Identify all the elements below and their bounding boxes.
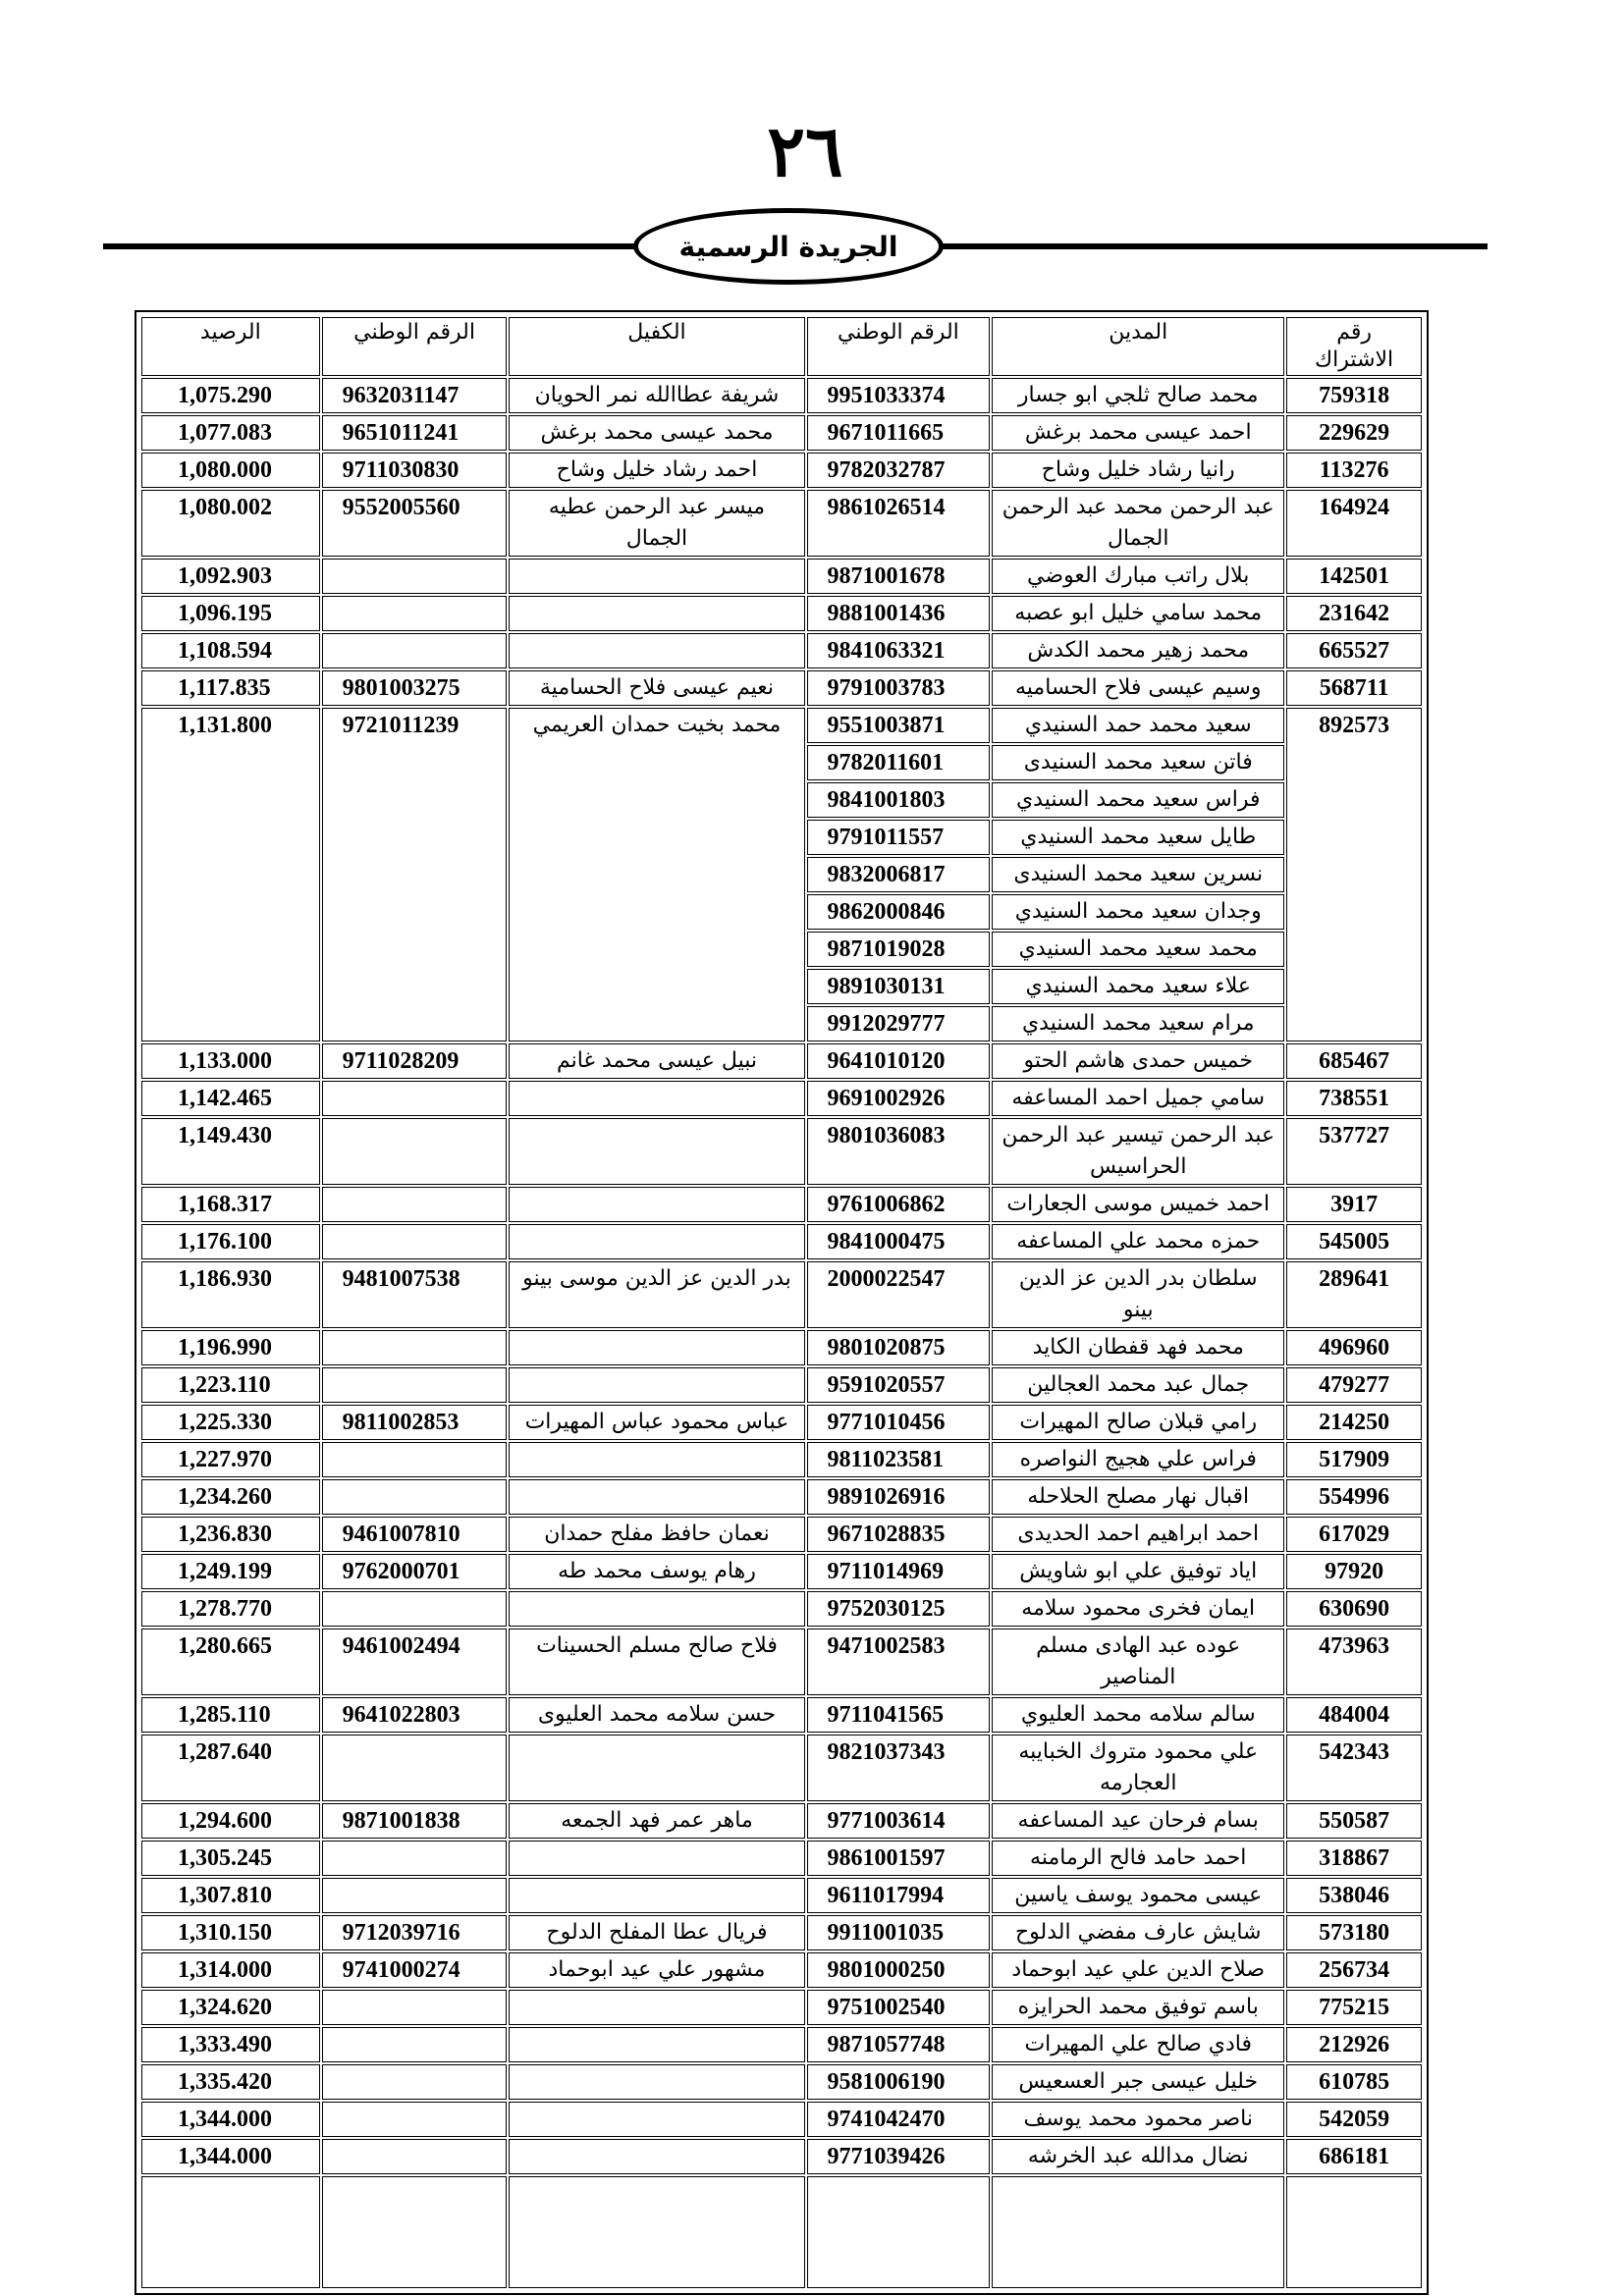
balance-cell: 1,307.810 [141, 1878, 320, 1913]
debtors-table-frame [135, 310, 1429, 2295]
guarantor-id-cell [322, 1479, 508, 1515]
guarantor-cell [509, 1479, 804, 1515]
table-row [141, 453, 1422, 488]
debtor-cell: شايش عارف مفضي الدلوح [992, 1915, 1284, 1950]
table-row [141, 1841, 1422, 1876]
guarantor-id-cell [322, 2027, 508, 2062]
guarantor-cell: ميسر عبد الرحمن عطيه الجمال [509, 490, 804, 557]
guarantor-cell [509, 1442, 804, 1477]
page-number: ٢٦ [767, 109, 843, 192]
balance-cell: 1,077.083 [141, 415, 320, 451]
debtor-id-cell: 9641010120 [807, 1043, 991, 1079]
debtor-id-cell: 9801036083 [807, 1118, 991, 1185]
guarantor-id-cell [322, 1081, 508, 1116]
debtor-id-cell: 9782032787 [807, 453, 991, 488]
table-body [141, 378, 1422, 2288]
debtor-cell: رامي قبلان صالح المهيرات [992, 1405, 1284, 1440]
debtor-id-cell: 9891030131 [807, 969, 991, 1004]
guarantor-cell [509, 2139, 804, 2174]
col-header-balance: الرصيد [141, 317, 320, 376]
subscription-cell: 517909 [1286, 1442, 1422, 1477]
guarantor-id-cell: 9641022803 [322, 1697, 508, 1733]
empty-cell [807, 2176, 991, 2288]
subscription-cell: 214250 [1286, 1405, 1422, 1440]
table-row [141, 1330, 1422, 1365]
debtor-cell: عوده عبد الهادى مسلم المناصير [992, 1629, 1284, 1695]
debtor-cell: علاء سعيد محمد السنيدي [992, 969, 1284, 1004]
debtor-cell: محمد فهد قفطان الكايد [992, 1330, 1284, 1365]
balance-cell: 1,142.465 [141, 1081, 320, 1116]
col-header-debtor: المدين [992, 317, 1284, 376]
table-row [141, 633, 1422, 668]
table-row [141, 1261, 1422, 1328]
debtor-id-cell: 9871001678 [807, 559, 991, 594]
table-row [141, 1629, 1422, 1695]
subscription-cell: 542059 [1286, 2102, 1422, 2137]
guarantor-cell [509, 2064, 804, 2100]
debtor-id-cell: 9871057748 [807, 2027, 991, 2062]
table-row [141, 1118, 1422, 1185]
debtor-cell: فادي صالح علي المهيرات [992, 2027, 1284, 2062]
debtor-id-cell: 9751002540 [807, 1990, 991, 2025]
subscription-cell: 229629 [1286, 415, 1422, 451]
subscription-cell: 542343 [1286, 1735, 1422, 1801]
subscription-cell: 775215 [1286, 1990, 1422, 2025]
table-row [141, 1878, 1422, 1913]
table-row [141, 378, 1422, 413]
subscription-cell: 610785 [1286, 2064, 1422, 2100]
guarantor-id-cell: 9801003275 [322, 670, 508, 706]
guarantor-id-cell [322, 1367, 508, 1403]
balance-cell: 1,324.620 [141, 1990, 320, 2025]
subscription-cell: 554996 [1286, 1479, 1422, 1515]
debtor-cell: احمد عيسى محمد برغش [992, 415, 1284, 451]
balance-cell: 1,294.600 [141, 1803, 320, 1839]
guarantor-cell: محمد بخيت حمدان العريمي [509, 708, 804, 1041]
subscription-cell: 113276 [1286, 453, 1422, 488]
table-row [141, 2027, 1422, 2062]
table-row [141, 1554, 1422, 1589]
balance-cell: 1,196.990 [141, 1330, 320, 1365]
debtor-cell: نسرين سعيد محمد السنيدى [992, 857, 1284, 892]
guarantor-cell [509, 2102, 804, 2137]
header-oval [633, 208, 944, 285]
table-row [141, 1367, 1422, 1403]
balance-cell: 1,186.930 [141, 1261, 320, 1328]
guarantor-id-cell [322, 1735, 508, 1801]
guarantor-id-cell: 9711030830 [322, 453, 508, 488]
debtor-id-cell: 9801000250 [807, 1952, 991, 1988]
subscription-cell: 231642 [1286, 596, 1422, 631]
subscription-cell: 617029 [1286, 1517, 1422, 1552]
debtor-id-cell: 2000022547 [807, 1261, 991, 1328]
subscription-cell: 496960 [1286, 1330, 1422, 1365]
guarantor-cell [509, 1367, 804, 1403]
table-row [141, 1224, 1422, 1259]
table-row [141, 490, 1422, 557]
table-row [141, 1990, 1422, 2025]
guarantor-cell [509, 1187, 804, 1222]
debtor-cell: حمزه محمد علي المساعفه [992, 1224, 1284, 1259]
table-row [141, 1735, 1422, 1801]
balance-cell: 1,305.245 [141, 1841, 320, 1876]
table-row [141, 1043, 1422, 1079]
guarantor-cell: فريال عطا المفلح الدلوح [509, 1915, 804, 1950]
debtor-id-cell: 9801020875 [807, 1330, 991, 1365]
guarantor-id-cell [322, 1224, 508, 1259]
subscription-cell: 686181 [1286, 2139, 1422, 2174]
subscription-cell: 164924 [1286, 490, 1422, 557]
debtor-cell: وسيم عيسى فلاح الحساميه [992, 670, 1284, 706]
balance-cell: 1,223.110 [141, 1367, 320, 1403]
debtor-id-cell: 9832006817 [807, 857, 991, 892]
debtor-id-cell: 9791011557 [807, 820, 991, 855]
debtor-id-cell: 9711014969 [807, 1554, 991, 1589]
debtor-id-cell: 9782011601 [807, 745, 991, 780]
debtor-cell: جمال عبد محمد العجالين [992, 1367, 1284, 1403]
debtor-cell: علي محمود متروك الخبايبه العجارمه [992, 1735, 1284, 1801]
debtor-cell: محمد سامي خليل ابو عصبه [992, 596, 1284, 631]
balance-cell: 1,344.000 [141, 2102, 320, 2137]
guarantor-cell [509, 1990, 804, 2025]
subscription-cell: 538046 [1286, 1878, 1422, 1913]
table-row [141, 559, 1422, 594]
col-header-guarantor-id: الرقم الوطني [322, 317, 508, 376]
table-header-row [141, 317, 1422, 376]
debtor-id-cell: 9841063321 [807, 633, 991, 668]
balance-cell: 1,092.903 [141, 559, 320, 594]
debtor-id-cell: 9771010456 [807, 1405, 991, 1440]
guarantor-id-cell [322, 2064, 508, 2100]
debtor-id-cell: 9691002926 [807, 1081, 991, 1116]
table-row [141, 1803, 1422, 1839]
empty-cell [509, 2176, 804, 2288]
debtor-id-cell: 9671028835 [807, 1517, 991, 1552]
subscription-cell: 738551 [1286, 1081, 1422, 1116]
debtor-id-cell: 9841001803 [807, 782, 991, 818]
debtor-cell: بسام فرحان عيد المساعفه [992, 1803, 1284, 1839]
debtor-id-cell: 9671011665 [807, 415, 991, 451]
debtor-cell: صلاح الدين علي عيد ابوحماد [992, 1952, 1284, 1988]
table-row [141, 1697, 1422, 1733]
gazette-title: الجريدة الرسمية [678, 230, 898, 263]
debtor-cell: بلال راتب مبارك العوضي [992, 559, 1284, 594]
subscription-cell: 892573 [1286, 708, 1422, 1041]
col-header-subscription: رقم الاشتراك [1286, 317, 1422, 376]
debtor-id-cell: 9911001035 [807, 1915, 991, 1950]
debtor-id-cell: 9861026514 [807, 490, 991, 557]
guarantor-id-cell [322, 596, 508, 631]
col-header-guarantor: الكفيل [509, 317, 804, 376]
balance-cell: 1,096.195 [141, 596, 320, 631]
subscription-cell: 318867 [1286, 1841, 1422, 1876]
guarantor-cell [509, 1841, 804, 1876]
balance-cell: 1,075.290 [141, 378, 320, 413]
debtor-cell: فراس سعيد محمد السنيدي [992, 782, 1284, 818]
debtor-id-cell: 9871019028 [807, 932, 991, 967]
guarantor-id-cell: 9762000701 [322, 1554, 508, 1589]
debtor-id-cell: 9841000475 [807, 1224, 991, 1259]
guarantor-id-cell: 9461007810 [322, 1517, 508, 1552]
debtor-id-cell: 9862000846 [807, 894, 991, 930]
subscription-cell: 479277 [1286, 1367, 1422, 1403]
balance-cell: 1,108.594 [141, 633, 320, 668]
guarantor-id-cell [322, 1841, 508, 1876]
guarantor-cell: بدر الدين عز الدين موسى بينو [509, 1261, 804, 1328]
debtor-id-cell: 9811023581 [807, 1442, 991, 1477]
table-row [141, 1442, 1422, 1477]
debtor-cell: محمد صالح ثلجي ابو جسار [992, 378, 1284, 413]
debtor-cell: خليل عيسى جبر العسعيس [992, 2064, 1284, 2100]
balance-cell: 1,333.490 [141, 2027, 320, 2062]
debtor-id-cell: 9771003614 [807, 1803, 991, 1839]
empty-cell [992, 2176, 1284, 2288]
debtor-id-cell: 9951033374 [807, 378, 991, 413]
debtor-id-cell: 9752030125 [807, 1591, 991, 1627]
guarantor-id-cell [322, 559, 508, 594]
subscription-cell: 537727 [1286, 1118, 1422, 1185]
balance-cell: 1,314.000 [141, 1952, 320, 1988]
debtor-cell: فراس علي هجيج النواصره [992, 1442, 1284, 1477]
debtor-id-cell: 9891026916 [807, 1479, 991, 1515]
guarantor-id-cell [322, 1187, 508, 1222]
guarantor-cell: فلاح صالح مسلم الحسينات [509, 1629, 804, 1695]
debtor-id-cell: 9912029777 [807, 1006, 991, 1041]
guarantor-cell: مشهور علي عيد ابوحماد [509, 1952, 804, 1988]
debtor-cell: احمد حامد فالح الرمامنه [992, 1841, 1284, 1876]
debtor-id-cell: 9791003783 [807, 670, 991, 706]
debtor-id-cell: 9611017994 [807, 1878, 991, 1913]
guarantor-id-cell: 9712039716 [322, 1915, 508, 1950]
balance-cell: 1,117.835 [141, 670, 320, 706]
table-row [141, 1952, 1422, 1988]
guarantor-id-cell [322, 1878, 508, 1913]
subscription-cell: 142501 [1286, 559, 1422, 594]
debtor-cell: محمد سعيد محمد السنيدي [992, 932, 1284, 967]
col-header-debtor-id: الرقم الوطني [807, 317, 991, 376]
subscription-cell: 568711 [1286, 670, 1422, 706]
balance-cell: 1,225.330 [141, 1405, 320, 1440]
debtor-cell: سلطان بدر الدين عز الدين بينو [992, 1261, 1284, 1328]
balance-cell: 1,176.100 [141, 1224, 320, 1259]
debtor-id-cell: 9861001597 [807, 1841, 991, 1876]
debtor-cell: سامي جميل احمد المساعفه [992, 1081, 1284, 1116]
guarantor-id-cell [322, 633, 508, 668]
debtor-id-cell: 9741042470 [807, 2102, 991, 2137]
guarantor-cell: نعمان حافظ مفلح حمدان [509, 1517, 804, 1552]
empty-cell [141, 2176, 320, 2288]
debtor-id-cell: 9591020557 [807, 1367, 991, 1403]
debtor-cell: سعيد محمد حمد السنيدي [992, 708, 1284, 743]
table-row [141, 1915, 1422, 1950]
table-row [141, 1479, 1422, 1515]
debtor-cell: ناصر محمود محمد يوسف [992, 2102, 1284, 2137]
guarantor-id-cell: 9632031147 [322, 378, 508, 413]
table-row [141, 1517, 1422, 1552]
subscription-cell: 545005 [1286, 1224, 1422, 1259]
debtor-id-cell: 9711041565 [807, 1697, 991, 1733]
balance-cell: 1,131.800 [141, 708, 320, 1041]
subscription-cell: 212926 [1286, 2027, 1422, 2062]
debtor-cell: احمد خميس موسى الجعارات [992, 1187, 1284, 1222]
empty-cell [322, 2176, 508, 2288]
guarantor-id-cell: 9871001838 [322, 1803, 508, 1839]
guarantor-cell [509, 2027, 804, 2062]
subscription-cell: 3917 [1286, 1187, 1422, 1222]
balance-cell: 1,249.199 [141, 1554, 320, 1589]
guarantor-cell [509, 1591, 804, 1627]
balance-cell: 1,236.830 [141, 1517, 320, 1552]
debtor-cell: محمد زهير محمد الكدش [992, 633, 1284, 668]
guarantor-cell: شريفة عطاالله نمر الحويان [509, 378, 804, 413]
debtor-cell: ايمان فخرى محمود سلامه [992, 1591, 1284, 1627]
table-row [141, 1405, 1422, 1440]
guarantor-id-cell [322, 1591, 508, 1627]
guarantor-cell: نعيم عيسى فلاح الحسامية [509, 670, 804, 706]
table-row [141, 596, 1422, 631]
debtor-id-cell: 9771039426 [807, 2139, 991, 2174]
guarantor-id-cell: 9461002494 [322, 1629, 508, 1695]
debtor-id-cell: 9761006862 [807, 1187, 991, 1222]
subscription-cell: 289641 [1286, 1261, 1422, 1328]
table-row-group [141, 708, 1422, 743]
subscription-cell: 550587 [1286, 1803, 1422, 1839]
debtor-cell: سالم سلامه محمد العليوي [992, 1697, 1284, 1733]
debtors-table [139, 315, 1424, 2290]
guarantor-id-cell: 9552005560 [322, 490, 508, 557]
guarantor-cell: احمد رشاد خليل وشاح [509, 453, 804, 488]
subscription-cell: 685467 [1286, 1043, 1422, 1079]
balance-cell: 1,133.000 [141, 1043, 320, 1079]
guarantor-cell [509, 1224, 804, 1259]
guarantor-id-cell [322, 1442, 508, 1477]
guarantor-cell: رهام يوسف محمد طه [509, 1554, 804, 1589]
guarantor-id-cell: 9811002853 [322, 1405, 508, 1440]
subscription-cell: 484004 [1286, 1697, 1422, 1733]
table-row [141, 1187, 1422, 1222]
guarantor-cell [509, 1735, 804, 1801]
guarantor-cell: محمد عيسى محمد برغش [509, 415, 804, 451]
guarantor-cell [509, 1081, 804, 1116]
balance-cell: 1,080.002 [141, 490, 320, 557]
table-row [141, 1081, 1422, 1116]
debtor-id-cell: 9881001436 [807, 596, 991, 631]
guarantor-id-cell [322, 1118, 508, 1185]
debtor-id-cell: 9471002583 [807, 1629, 991, 1695]
subscription-cell: 630690 [1286, 1591, 1422, 1627]
balance-cell: 1,310.150 [141, 1915, 320, 1950]
guarantor-cell [509, 1330, 804, 1365]
debtor-cell: باسم توفيق محمد الحرايزه [992, 1990, 1284, 2025]
debtor-cell: اقبال نهار مصلح الحلاحله [992, 1479, 1284, 1515]
table-row [141, 415, 1422, 451]
debtor-cell: رانيا رشاد خليل وشاح [992, 453, 1284, 488]
debtor-cell: احمد ابراهيم احمد الحديدى [992, 1517, 1284, 1552]
table-row [141, 2102, 1422, 2137]
guarantor-id-cell [322, 1990, 508, 2025]
debtor-cell: فاتن سعيد محمد السنيدى [992, 745, 1284, 780]
debtor-id-cell: 9821037343 [807, 1735, 991, 1801]
subscription-cell: 97920 [1286, 1554, 1422, 1589]
guarantor-cell [509, 633, 804, 668]
balance-cell: 1,278.770 [141, 1591, 320, 1627]
guarantor-id-cell [322, 2102, 508, 2137]
subscription-cell: 759318 [1286, 378, 1422, 413]
guarantor-cell [509, 1118, 804, 1185]
guarantor-cell [509, 1878, 804, 1913]
debtor-cell: طايل سعيد محمد السنيدي [992, 820, 1284, 855]
guarantor-cell: حسن سلامه محمد العليوى [509, 1697, 804, 1733]
guarantor-id-cell: 9481007538 [322, 1261, 508, 1328]
debtor-id-cell: 9581006190 [807, 2064, 991, 2100]
guarantor-cell: نبيل عيسى محمد غانم [509, 1043, 804, 1079]
guarantor-id-cell: 9711028209 [322, 1043, 508, 1079]
guarantor-id-cell: 9721011239 [322, 708, 508, 1041]
balance-cell: 1,287.640 [141, 1735, 320, 1801]
table-row [141, 2139, 1422, 2174]
guarantor-id-cell: 9651011241 [322, 415, 508, 451]
guarantor-cell: عباس محمود عباس المهيرات [509, 1405, 804, 1440]
balance-cell: 1,234.260 [141, 1479, 320, 1515]
guarantor-cell [509, 596, 804, 631]
debtor-cell: نضال مدالله عبد الخرشه [992, 2139, 1284, 2174]
subscription-cell: 573180 [1286, 1915, 1422, 1950]
empty-cell [1286, 2176, 1422, 2288]
balance-cell: 1,168.317 [141, 1187, 320, 1222]
table-row [141, 1591, 1422, 1627]
subscription-cell: 473963 [1286, 1629, 1422, 1695]
debtor-cell: اياد توفيق علي ابو شاويش [992, 1554, 1284, 1589]
balance-cell: 1,280.665 [141, 1629, 320, 1695]
balance-cell: 1,335.420 [141, 2064, 320, 2100]
balance-cell: 1,285.110 [141, 1697, 320, 1733]
balance-cell: 1,227.970 [141, 1442, 320, 1477]
guarantor-id-cell: 9741000274 [322, 1952, 508, 1988]
debtor-cell: مرام سعيد محمد السنيدي [992, 1006, 1284, 1041]
balance-cell: 1,080.000 [141, 453, 320, 488]
guarantor-id-cell [322, 1330, 508, 1365]
debtor-cell: عبد الرحمن تيسير عبد الرحمن الحراسيس [992, 1118, 1284, 1185]
table-row [141, 2064, 1422, 2100]
debtor-cell: عيسى محمود يوسف ياسين [992, 1878, 1284, 1913]
debtor-id-cell: 9551003871 [807, 708, 991, 743]
guarantor-id-cell [322, 2139, 508, 2174]
table-row [141, 670, 1422, 706]
guarantor-cell [509, 559, 804, 594]
balance-cell: 1,149.430 [141, 1118, 320, 1185]
debtor-cell: عبد الرحمن محمد عبد الرحمن الجمال [992, 490, 1284, 557]
debtor-cell: وجدان سعيد محمد السنيدي [992, 894, 1284, 930]
subscription-cell: 665527 [1286, 633, 1422, 668]
guarantor-cell: ماهر عمر فهد الجمعه [509, 1803, 804, 1839]
table-filler-row [141, 2176, 1422, 2288]
debtor-cell: خميس حمدى هاشم الحتو [992, 1043, 1284, 1079]
balance-cell: 1,344.000 [141, 2139, 320, 2174]
subscription-cell: 256734 [1286, 1952, 1422, 1988]
